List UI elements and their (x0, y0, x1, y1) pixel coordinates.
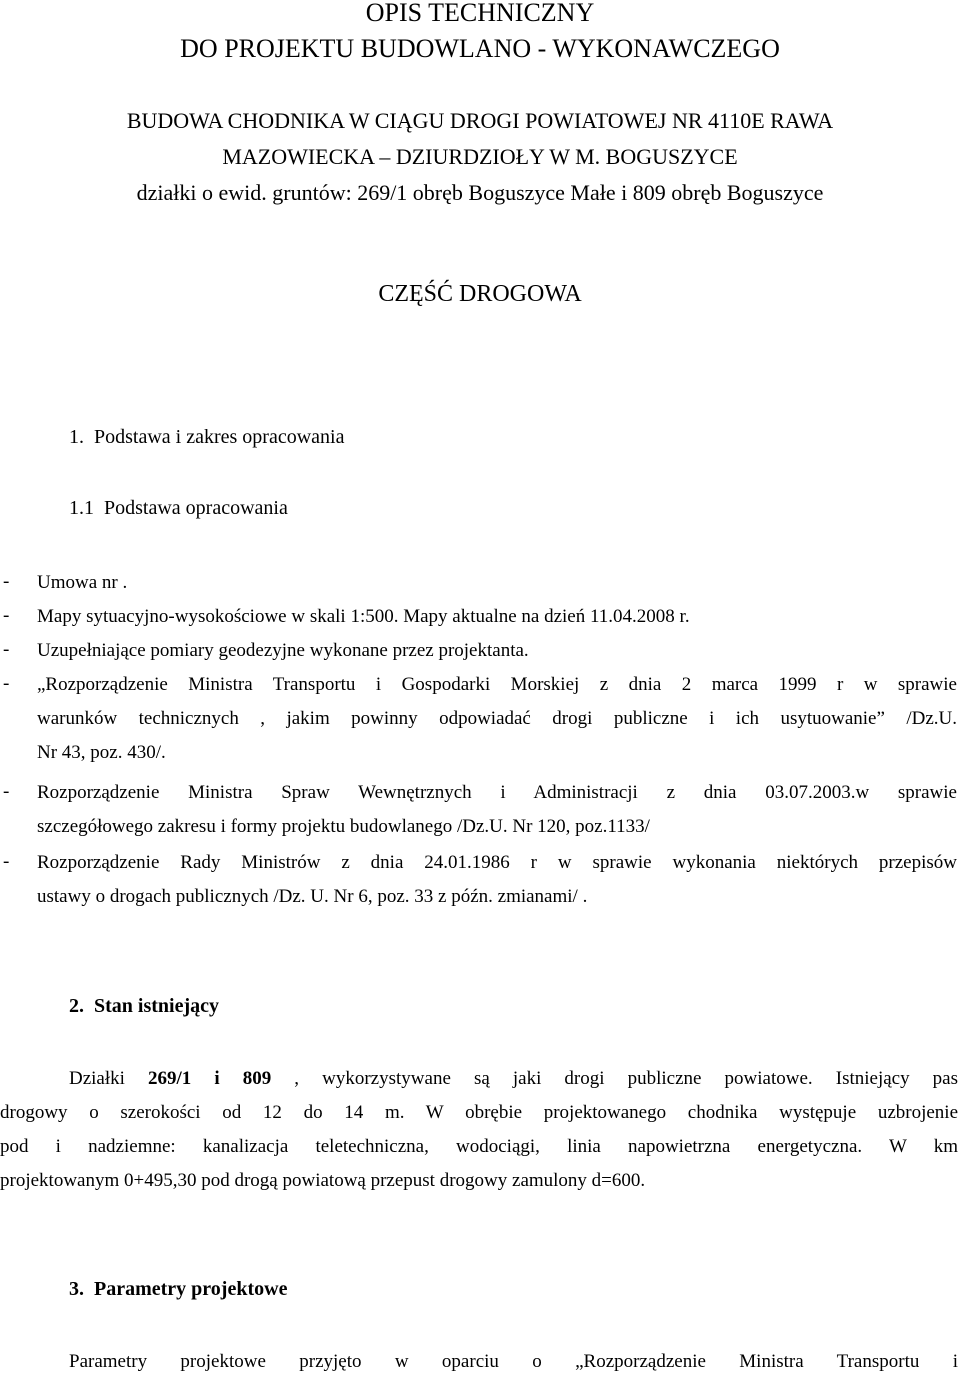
section-2-paragraph (0, 1062, 958, 1198)
doc-subtitle-line-2: MAZOWIECKA – DZIURDZIOŁY W M. BOGUSZYCE (222, 144, 738, 169)
paragraph-line: drogowy o szerokości od 12 do 14 m. W obrębie projektowanego chodnika występuje uzbrojenie (0, 1102, 958, 1123)
list-item-line: Umowa nr . (37, 572, 128, 593)
paragraph-line: projektowanym 0+495,30 pod drogą powiatową przepust drogowy zamulony d=600. (0, 1170, 646, 1191)
section-3-heading (69, 1278, 287, 1301)
list-bullet: - (3, 639, 10, 660)
list-bullet: - (3, 673, 10, 694)
list-item-line: Uzupełniające pomiary geodezyjne wykonane przez projektanta. (37, 640, 529, 661)
paragraph-text: , wykorzystywane są jaki drogi publiczne powiatowe. Istniejący pas (271, 1068, 958, 1089)
section-3-number: 3. (69, 1278, 84, 1300)
list-item-line: Nr 43, poz. 430/. (37, 742, 166, 763)
list-item (37, 600, 957, 634)
section-2-number: 2. (69, 995, 84, 1017)
section-3-paragraph (69, 1345, 958, 1379)
list-item-line: szczegółowego zakresu i formy projektu budowlanego /Dz.U. Nr 120, poz.1133/ (37, 816, 650, 837)
doc-subtitle-line-1: BUDOWA CHODNIKA W CIĄGU DROGI POWIATOWEJ NR 4110E RAWA (126, 108, 834, 133)
list-item-line: ustawy o drogach publicznych /Dz. U. Nr 6, poz. 33 z późn. zmianami/ . (37, 886, 588, 907)
list-item (37, 846, 957, 914)
doc-subtitle-line-3: działki o ewid. gruntów: 269/1 obręb Boguszyce Małe i 809 obręb Boguszyce (136, 180, 824, 205)
paragraph-line: pod i nadziemne: kanalizacja teletechniczna, wodociągi, linia napowietrzna energetyczna. W km (0, 1136, 958, 1157)
list-item (37, 668, 957, 770)
part-title: CZĘŚĆ DROGOWA (378, 281, 582, 307)
list-bullet: - (3, 851, 10, 872)
section-1-number: 1. (69, 426, 84, 448)
parcel-numbers: 269/1 i 809 (148, 1068, 272, 1089)
section-1-title: Podstawa i zakres opracowania (94, 426, 345, 448)
section-1-heading (69, 426, 344, 449)
paragraph-line: Parametry projektowe przyjęto w oparciu o „Rozporządzenie Ministra Transportu i (69, 1351, 958, 1372)
list-item-line: Rozporządzenie Rady Ministrów z dnia 24.01.1986 r w sprawie wykonania niektórych przepisów (37, 852, 957, 873)
section-1-1-heading (69, 497, 288, 520)
list-item-line: warunków technicznych , jakim powinny odpowiadać drogi publiczne i ich usytuowanie” /Dz.U. (37, 708, 957, 729)
list-item-line: „Rozporządzenie Ministra Transportu i Gospodarki Morskiej z dnia 2 marca 1999 r w sprawie (37, 674, 957, 695)
list-item (37, 634, 957, 668)
list-item (37, 776, 957, 844)
paragraph-text: Działki (69, 1068, 149, 1089)
section-2-heading (69, 995, 219, 1018)
list-item (37, 566, 957, 600)
doc-title-line-1: OPIS TECHNICZNY (365, 0, 595, 27)
section-1-1-number: 1.1 (69, 497, 94, 519)
list-bullet: - (3, 605, 10, 626)
section-3-title: Parametry projektowe (94, 1278, 288, 1300)
list-bullet: - (3, 571, 10, 592)
section-1-1-title: Podstawa opracowania (104, 497, 288, 519)
list-item-line: Mapy sytuacyjno-wysokościowe w skali 1:500. Mapy aktualne na dzień 11.04.2008 r. (37, 606, 690, 627)
list-item-line: Rozporządzenie Ministra Spraw Wewnętrznych i Administracji z dnia 03.07.2003.w sprawie (37, 782, 957, 803)
doc-title-line-2: DO PROJEKTU BUDOWLANO - WYKONAWCZEGO (180, 34, 780, 63)
section-2-title: Stan istniejący (94, 995, 219, 1017)
paragraph-line (0, 1062, 958, 1096)
list-bullet: - (3, 781, 10, 802)
